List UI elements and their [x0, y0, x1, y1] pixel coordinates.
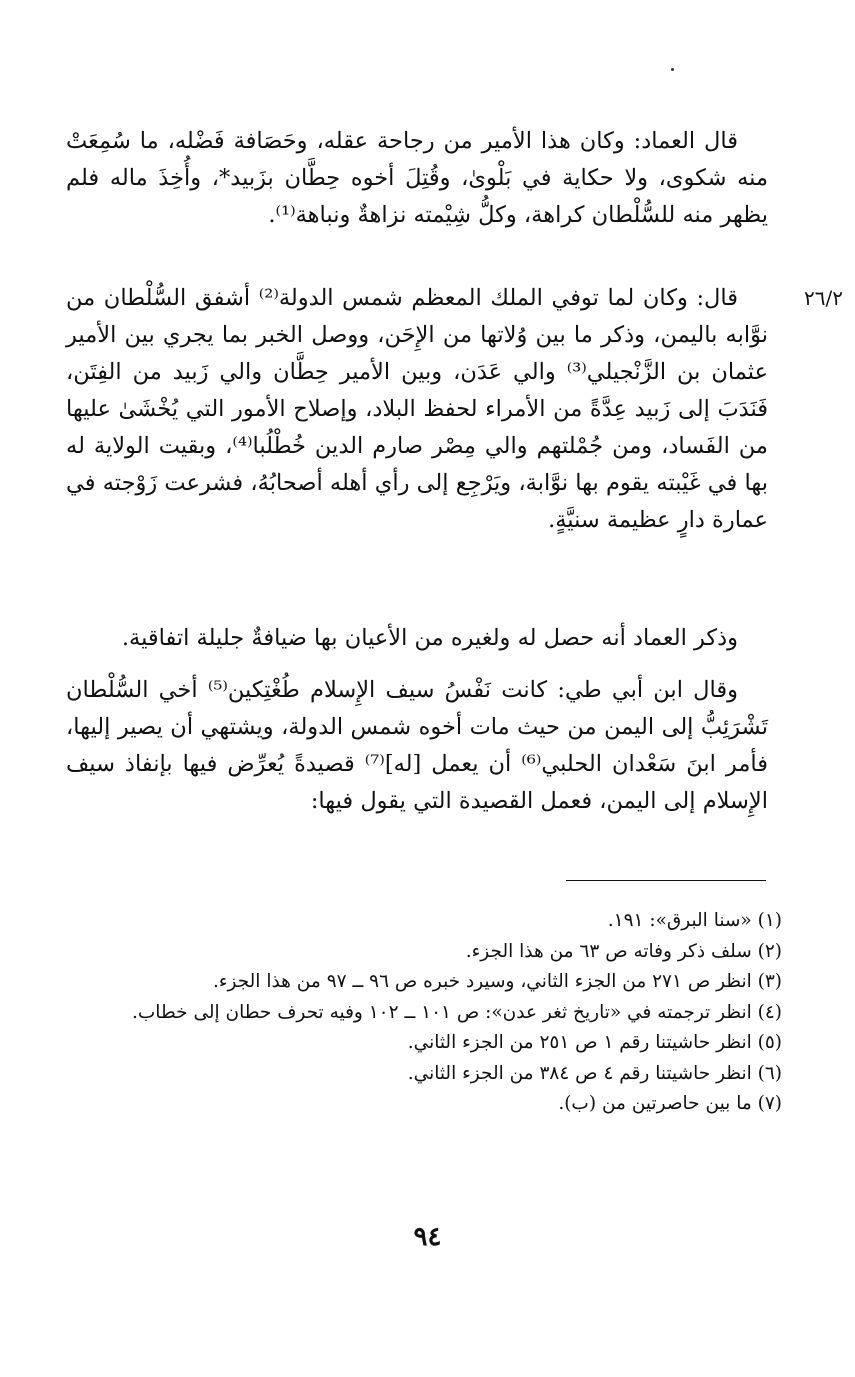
margin-reference: ٢٦/٢: [804, 286, 843, 310]
paragraph-2: قال: وكان لما توفي الملك المعظم شمس الدولة⁽²⁾ أشفق السُّلْطان من نوَّابه باليمن، وذكر ما بين وُلاتها من الإِحَن، ووصل الخبر بما يجري بين الأمير عثمان بن الزَّنْجيلي⁽³⁾ والي عَدَن، وبين الأمير حِطَّان والي زَبيد من الفِتَن، فَنَدَبَ إلى زَبيد عِدَّةً من الأمراء لحفظ البلاد، وإصلاح الأمور التي يُخْشَىٰ عليها من الفَساد، ومن جُمْلتهم والي مِصْر صارم الدين خُطْلُبا⁽⁴⁾، وبقيت الولاية له بها في غَيْبته يقوم بها نوَّابة، ويَرْجِع إلى رأي أهله أصحابُهُ، فشرعت زَوْجته في عمارة دارٍ عظيمة سنيَّةٍ.: [66, 285, 768, 533]
main-text-block: [66, 280, 768, 539]
main-text-block: [66, 123, 768, 234]
footnote-2: (٢) سلف ذكر وفاته ص ٦٣ من هذا الجزء.: [465, 940, 782, 962]
paragraph-1: قال العماد: وكان هذا الأمير من رجاحة عقله، وحَصَافة فَضْله، ما سُمِعَتْ منه شكوى، ولا حكاية في بَلْوىٰ، وقُتِلَ أخوه حِطَّان بزَبيد*، وأُخِذَ ماله فلم يظهر منه للسُّلْطان كراهة، وكلُّ شِيْمته نزاهةٌ ونباهة⁽¹⁾.: [66, 128, 768, 228]
footnote-1: (١) «سنا البرق»: ١٩١.: [607, 910, 782, 931]
footnote-4: (٤) انظر ترجمته في «تاريخ ثغر عدن»: ص ١٠١ ــ ١٠٢ وفيه تحرف حطان إلى خطاب.: [132, 1001, 782, 1023]
paragraph-4: وقال ابن أبي طي: كانت نَفْسُ سيف الإِسلام طُغْتِكين⁽⁵⁾ أخي السُّلْطان تَشْرَئِبُّ إلى اليمن من حيث مات أخوه شمس الدولة، ويشتهي أن يصير إليها، فأمر ابنَ سَعْدان الحلبي⁽⁶⁾ أن يعمل [له]⁽⁷⁾ قصيدةً يُعرِّض فيها بإنفاذ سيف الإِسلام إلى اليمن، فعمل القصيدة التي يقول فيها:: [66, 677, 768, 814]
footnote-6: (٦) انظر حاشيتنا رقم ٤ ص ٣٨٤ من الجزء الثاني.: [407, 1062, 782, 1084]
footnote-5: (٥) انظر حاشيتنا رقم ١ ص ٢٥١ من الجزء الثاني.: [407, 1032, 782, 1053]
page-number: ٩٤: [413, 1222, 442, 1252]
speck-mark: [671, 68, 674, 71]
main-text-block: [66, 620, 768, 657]
footnotes-section: [66, 906, 782, 1120]
footnote-7: (٧) ما بين حاصرتين من (ب).: [558, 1093, 782, 1114]
main-text-block: [66, 672, 768, 820]
paragraph-3: وذكر العماد أنه حصل له ولغيره من الأعيان بها ضيافةٌ جليلة اتفاقية.: [121, 625, 738, 651]
footnote-divider: [566, 880, 766, 881]
footnote-3: (٣) انظر ص ٢٧١ من الجزء الثاني، وسيرد خبره ص ٩٦ ــ ٩٧ من هذا الجزء.: [212, 971, 782, 992]
